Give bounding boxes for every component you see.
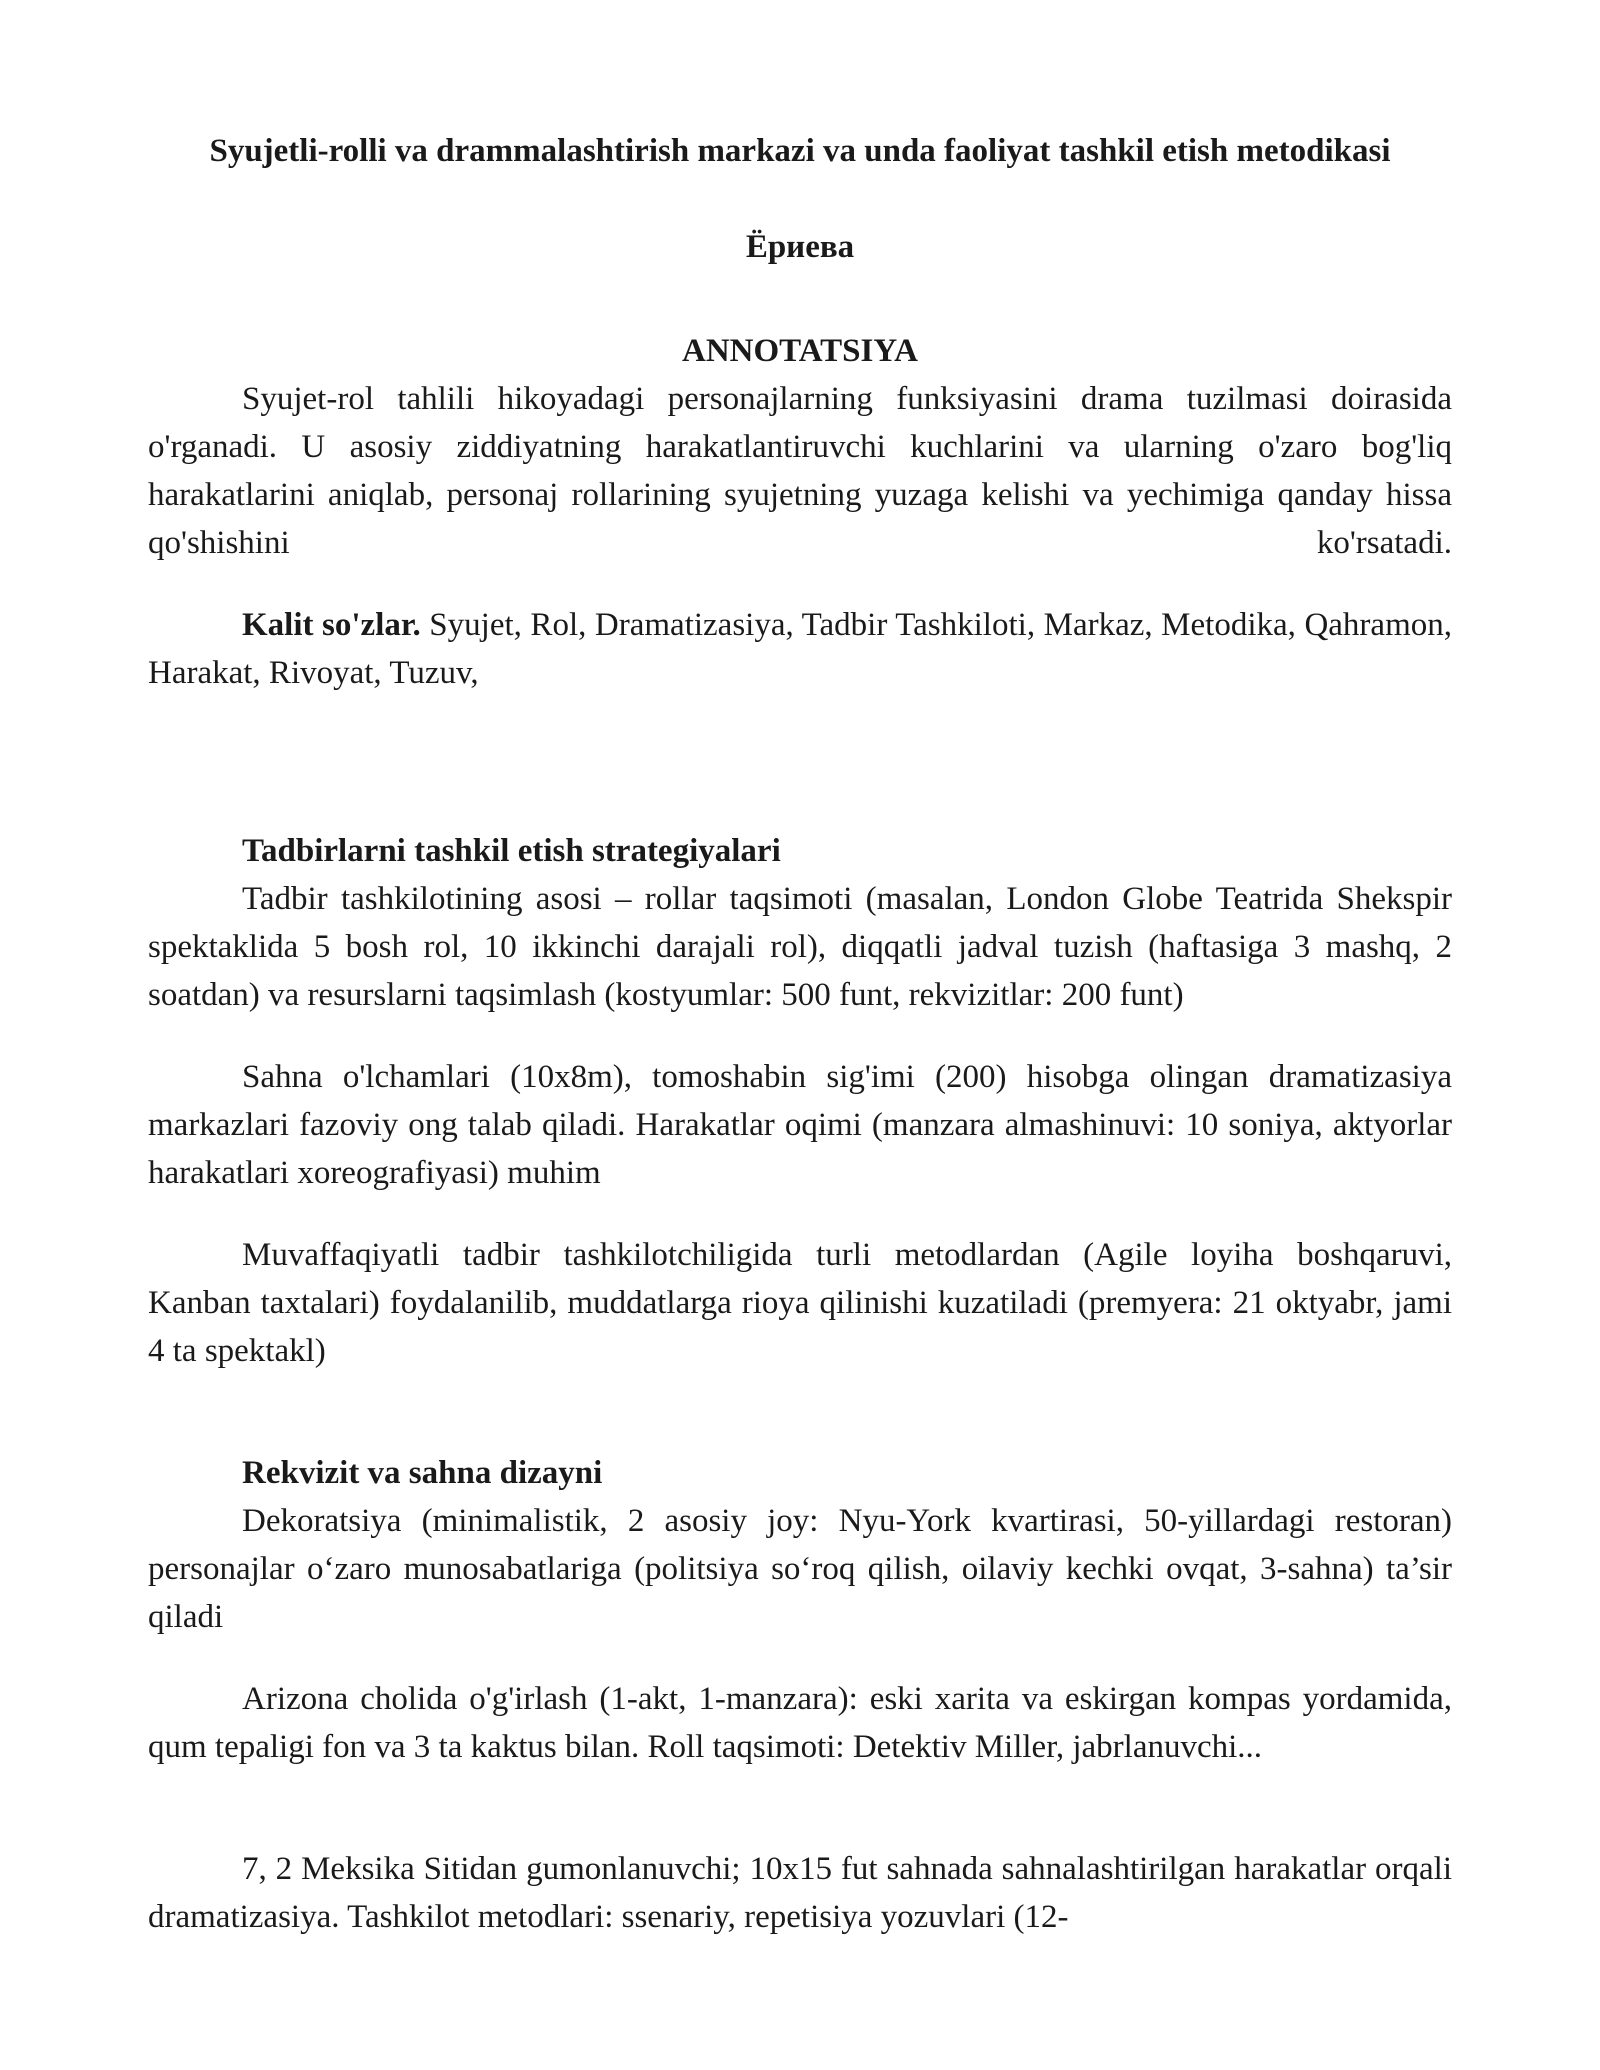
section2-paragraph-3: 7, 2 Meksika Sitidan gumonlanuvchi; 10x15 fut sahnada sahnalashtirilgan harakatlar orqali dramatizasiya. Tashkilot metodlari: ssenariy, repetisiya yozuvlari (12-	[148, 1851, 1452, 1935]
keywords-label: Kalit so'zlar.	[242, 607, 421, 643]
keywords-paragraph	[148, 601, 1452, 697]
spacer	[148, 1375, 1452, 1449]
spacer	[148, 1197, 1452, 1231]
keywords-text: Syujet, Rol, Dramatizasiya, Tadbir Tashkiloti, Markaz, Metodika, Qahramon, Harakat, Rivoyat, Tuzuv,	[148, 607, 1452, 691]
section1-paragraph-3: Muvaffaqiyatli tadbir tashkilotchiligida turli metodlardan (Agile loyiha boshqaruvi, Kanban taxtalari) foydalanilib, muddatlarga rioya qilinishi kuzatiladi (premyera: 21 oktyabr, jami 4 ta spektakl)	[148, 1237, 1452, 1369]
section-heading-props-design: Rekvizit va sahna dizayni	[242, 1455, 603, 1491]
section1-paragraph-1: Tadbir tashkilotining asosi – rollar taqsimoti (masalan, London Globe Teatrida Shekspir spektaklida 5 bosh rol, 10 ikkinchi darajali rol), diqqatli jadval tuzish (haftasiga 3 mashq, 2 soatdan) va resurslarni taqsimlash (kostyumlar: 500 funt, rekvizitlar: 200 funt)	[148, 881, 1452, 1013]
annotation-text: Syujet-rol tahlili hikoyadagi personajlarning funksiyasini drama tuzilmasi doirasida o'rganadi. U asosiy ziddiyatning harakatlantiruvchi kuchlarini va ularning o'zaro bog'liq harakatlarini aniqlab, personaj rollarining syujetning yuzaga kelishi va yechimiga qanday hissa qo'shishini ko'rsatadi.	[148, 381, 1452, 561]
section2-paragraph-1: Dekoratsiya (minimalistik, 2 asosiy joy: Nyu-York kvartirasi, 50-yillardagi restoran) personajlar o‘zaro munosabatlariga (politsiya so‘roq qilish, oilaviy kechki ovqat, 3-sahna) ta’sir qiladi	[148, 1503, 1452, 1635]
spacer	[148, 567, 1452, 601]
spacer	[148, 1019, 1452, 1053]
section-heading-strategies: Tadbirlarni tashkil etish strategiyalari	[242, 833, 781, 869]
author-name: Ëриева	[745, 229, 855, 265]
spacer	[148, 697, 1452, 827]
document-page	[148, 128, 1452, 1941]
spacer	[148, 1771, 1452, 1845]
spacer	[148, 1641, 1452, 1675]
document-title: Syujetli-rolli va drammalashtirish markazi va unda faoliyat tashkil etish metodikasi	[209, 133, 1391, 169]
annotation-heading: ANNOTATSIYA	[682, 333, 918, 369]
section1-paragraph-2: Sahna o'lchamlari (10x8m), tomoshabin sig'imi (200) hisobga olingan dramatizasiya markazlari fazoviy ong talab qiladi. Harakatlar oqimi (manzara almashinuvi: 10 soniya, aktyorlar harakatlari xoreografiyasi) muhim	[148, 1059, 1452, 1191]
section2-paragraph-2: Arizona cholida o'g'irlash (1-akt, 1-manzara): eski xarita va eskirgan kompas yordamida, qum tepaligi fon va 3 ta kaktus bilan. Roll taqsimoti: Detektiv Miller, jabrlanuvchi...	[148, 1681, 1452, 1765]
